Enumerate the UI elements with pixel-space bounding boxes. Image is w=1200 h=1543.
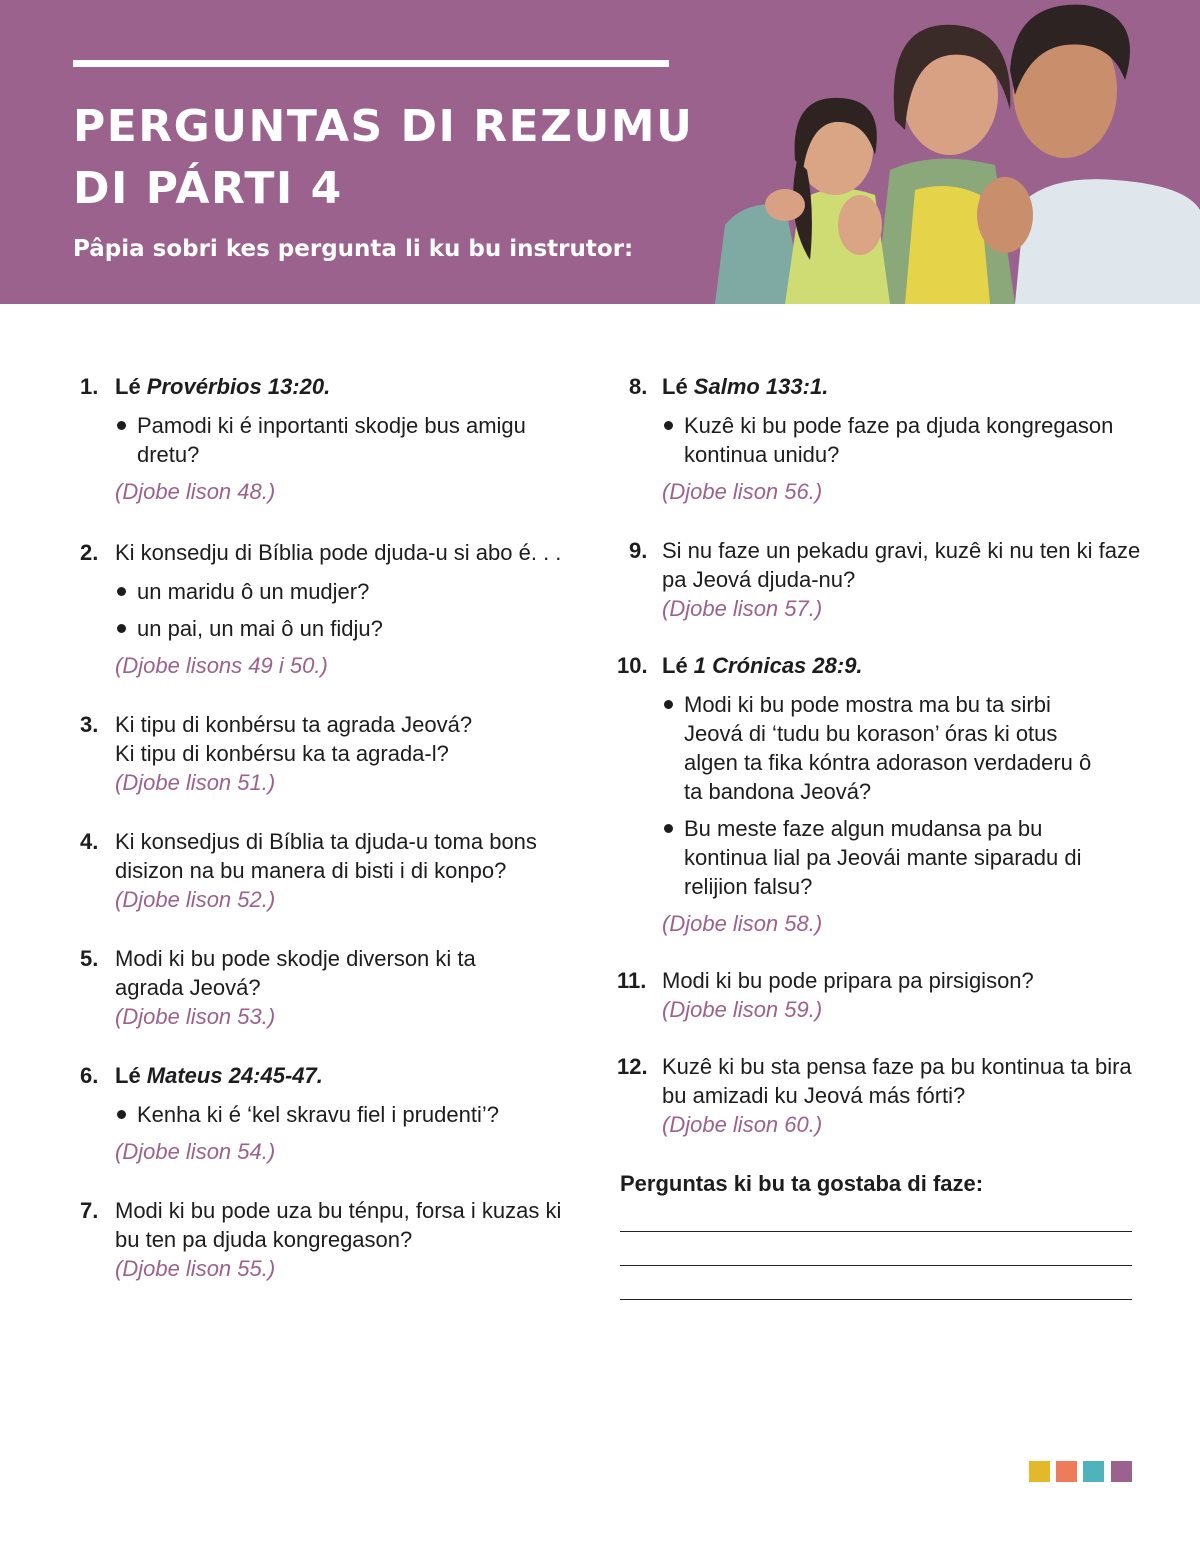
bullet-item: Kuzê ki bu pode faze pa djuda kongregason kontinua unidu? — [662, 411, 1142, 469]
question-number: 4. — [80, 829, 99, 854]
bullet-item: Pamodi ki é inportanti skodje bus amigu dretu? — [115, 411, 590, 469]
question-text: Ki konsedju di Bíblia pode djuda-u si abo é. . . — [115, 540, 562, 565]
question-text: Si nu faze un pekadu gravi, kuzê ki nu ten ki faze pa Jeová djuda-nu? — [662, 538, 1141, 592]
lesson-reference: (Djobe lison 54.) — [115, 1139, 276, 1164]
question-heading: Lé 1 Crónicas 28:9. — [662, 653, 863, 678]
question-number: 8. — [629, 374, 648, 399]
swatch-teal — [1083, 1461, 1104, 1482]
lesson-reference: (Djobe lison 59.) — [662, 997, 823, 1022]
question-9 — [617, 536, 1142, 623]
question-3 — [80, 710, 590, 797]
page-subtitle: Pâpia sobri kes pergunta li ku bu instrutor: — [73, 236, 634, 262]
page-title — [73, 96, 713, 220]
family-praying-illustration — [715, 0, 1200, 304]
question-6 — [80, 1061, 590, 1166]
questions-column-right — [617, 372, 1142, 1139]
question-5 — [80, 944, 590, 1031]
answer-line — [620, 1299, 1132, 1300]
page-title-line2: DI PÁRTI 4 — [73, 163, 343, 214]
question-2 — [80, 538, 590, 680]
swatch-purple — [1111, 1461, 1132, 1482]
bullet-item: Kenha ki é ‘kel skravu fiel i prudenti’? — [115, 1100, 590, 1129]
question-number: 1. — [80, 374, 99, 399]
scripture-reference: 1 Crónicas 28:9. — [693, 653, 863, 678]
question-10 — [617, 651, 1142, 938]
question-number: 3. — [80, 712, 99, 737]
question-heading: Lé Salmo 133:1. — [662, 374, 829, 399]
page-title-line1: PERGUNTAS DI REZUMU — [73, 101, 694, 152]
lesson-reference: (Djobe lisons 49 i 50.) — [115, 653, 328, 678]
lesson-reference: (Djobe lison 48.) — [115, 479, 276, 504]
swatch-yellow — [1029, 1461, 1050, 1482]
lesson-reference: (Djobe lison 60.) — [662, 1112, 823, 1137]
own-questions-label: Perguntas ki bu ta gostaba di faze: — [620, 1171, 984, 1196]
question-text: Ki konsedjus di Bíblia ta djuda-u toma bons disizon na bu manera di bisti i di konpo? — [115, 829, 537, 883]
question-1 — [80, 372, 590, 506]
lesson-reference: (Djobe lison 51.) — [115, 770, 276, 795]
question-number: 9. — [629, 538, 648, 563]
lesson-reference: (Djobe lison 52.) — [115, 887, 276, 912]
question-4 — [80, 827, 590, 914]
question-text: Kuzê ki bu sta pensa faze pa bu kontinua ta bira bu amizadi ku Jeová más fórti? — [662, 1054, 1132, 1108]
lesson-reference: (Djobe lison 55.) — [115, 1256, 276, 1281]
question-number: 6. — [80, 1063, 99, 1088]
question-text: Modi ki bu pode uza bu ténpu, forsa i kuzas ki bu ten pa djuda kongregason? — [115, 1198, 562, 1252]
header-rule — [73, 60, 669, 67]
question-8 — [617, 372, 1142, 506]
question-bullets — [662, 690, 1092, 901]
scripture-reference: Salmo 133:1. — [693, 374, 829, 399]
question-text: Modi ki bu pode pripara pa pirsigison? — [662, 968, 1034, 993]
question-number: 5. — [80, 946, 99, 971]
question-bullets — [662, 411, 1142, 469]
question-11 — [617, 966, 1142, 1024]
question-bullets — [115, 411, 590, 469]
swatch-orange — [1056, 1461, 1077, 1482]
question-number: 7. — [80, 1198, 99, 1223]
lesson-reference: (Djobe lison 56.) — [662, 479, 823, 504]
question-7 — [80, 1196, 590, 1283]
question-number: 10. — [617, 653, 648, 678]
question-bullets — [115, 1100, 590, 1129]
question-text: Ki tipu di konbérsu ta agrada Jeová? Ki tipu di konbérsu ka ta agrada-l? — [115, 712, 473, 766]
question-number: 2. — [80, 540, 99, 565]
bullet-item: un maridu ô un mudjer? — [115, 577, 590, 606]
question-heading: Lé Mateus 24:45-47. — [115, 1063, 323, 1088]
lesson-reference: (Djobe lison 57.) — [662, 596, 823, 621]
answer-line — [620, 1231, 1132, 1232]
lesson-reference: (Djobe lison 58.) — [662, 911, 823, 936]
question-text: Modi ki bu pode skodje diverson ki ta agrada Jeová? — [115, 946, 476, 1000]
question-number: 12. — [617, 1054, 648, 1079]
question-heading: Lé Provérbios 13:20. — [115, 374, 331, 399]
header-banner — [0, 0, 1200, 304]
scripture-reference: Mateus 24:45-47. — [146, 1063, 323, 1088]
lesson-reference: (Djobe lison 53.) — [115, 1004, 276, 1029]
scripture-reference: Provérbios 13:20. — [146, 374, 331, 399]
bullet-item: Bu meste faze algun mudansa pa bu kontinua lial pa Jeovái mante siparadu di relijion falsu? — [662, 814, 1092, 901]
question-bullets — [115, 577, 590, 643]
bullet-item: Modi ki bu pode mostra ma bu ta sirbi Jeová di ‘tudu bu korason’ óras ki otus algen ta fika kóntra adorason verdaderu ô ta bandona Jeová? — [662, 690, 1092, 806]
answer-line — [620, 1265, 1132, 1266]
bullet-item: un pai, un mai ô un fidju? — [115, 614, 590, 643]
question-number: 11. — [617, 968, 647, 993]
questions-column-left — [80, 372, 590, 1283]
question-12 — [617, 1052, 1142, 1139]
